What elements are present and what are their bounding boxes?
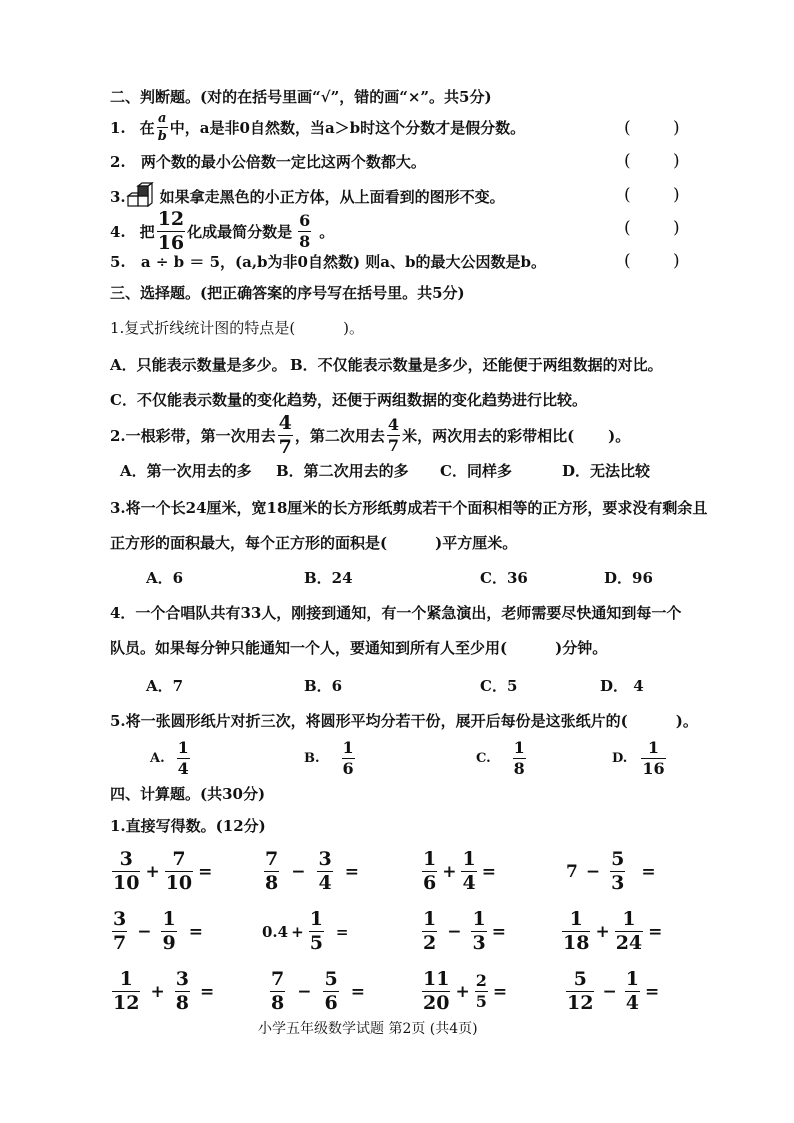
q-text: 化成最简分数是 [187,222,293,241]
q-text: 中，a是非0自然数，当a＞b时这个分数才是假分数。 [169,118,526,137]
judge-q2 [110,152,426,172]
calc-r2c1: $\frac{3}{7}$ − $\frac{1}{9}$ = [113,908,203,954]
choice-q5-stem: 5.将一张圆形纸片对折三次，将圆形平均分若干份，展开后每份是这张纸片的( )。 [110,712,698,730]
section-3-title: 三、选择题。(把正确答案的序号写在括号里。共5分) [110,284,465,302]
section-2-title: 二、判断题。(对的在括号里画“√”，错的画“×”。共5分) [110,88,492,106]
calc-r3c1: $\frac{1}{12}$ + $\frac{3}{8}$ = [113,968,215,1014]
answer-paren-open[interactable]: ( [624,218,631,238]
fraction-a-over-b: $\frac{a}{b}$ [157,111,167,144]
q-text: 如果拿走黑色的小正方体，从上面看到的图形不变。 [159,188,505,206]
cube-stack-icon [126,182,158,212]
choice-q4-line1: 4．一个合唱队共有33人，刚接到通知，有一个紧急演出，老师需要尽快通知到每一个 [110,604,682,622]
section-4-title: 四、计算题。(共30分) [110,785,266,803]
q-text: 两个数的最小公倍数一定比这两个数都大。 [140,153,426,171]
calc-r3c4: $\frac{5}{12}$ − $\frac{1}{4}$ = [567,968,660,1014]
q-text: 。 [319,222,335,241]
choice-q3-line1: 3.将一个长24厘米，宽18厘米的长方形纸剪成若干个面积相等的正方形，要求没有剩余且 [110,499,708,517]
answer-paren-close[interactable]: ) [673,218,680,238]
choice-q4-line2: 队员。如果每分钟只能通知一个人，要通知到所有人至少用( )分钟。 [110,639,608,657]
fraction: $\frac{4}{7}$ [278,412,292,458]
calc-r2c2: 0.4 + $\frac{1}{5}$ = [262,908,349,954]
q-text: 把 [139,222,155,241]
judge-q1 [110,112,525,143]
choice-q4-option-c: C．5 [480,677,518,695]
judge-q5 [110,252,546,272]
q-number: 3. [110,188,126,206]
answer-paren-close[interactable]: ) [673,185,680,205]
choice-q4-option-d: D． 4 [600,677,644,695]
answer-paren-close[interactable]: ) [673,151,680,171]
calc-r1c2: $\frac{7}{8}$ − $\frac{3}{4}$ = [265,848,359,894]
choice-q5-option-b: B. $\frac{1}{6}$ [304,738,354,778]
choice-q5-option-d: D. $\frac{1}{16}$ [612,738,665,778]
choice-q3-option-b: B．24 [304,569,353,587]
answer-paren-open[interactable]: ( [624,151,631,171]
choice-q5-option-c: C. $\frac{1}{8}$ [476,738,525,778]
fraction: $\frac{4}{7}$ [387,415,400,455]
choice-q3-line2: 正方形的面积最大，每个正方形的面积是( )平方厘米。 [110,534,518,552]
choice-q4-option-a: A．7 [146,677,184,695]
choice-q3-option-c: C．36 [480,569,528,587]
calc-r1c1: $\frac{3}{10}$ + $\frac{7}{10}$ = [113,848,213,894]
page-footer: 小学五年级数学试题 第2页 (共4页) [258,1021,478,1037]
choice-q2-option-a: A．第一次用去的多 [120,462,252,480]
choice-q2-option-b: B．第二次用去的多 [276,462,409,480]
choice-q3-option-a: A．6 [146,569,184,587]
q-number: 1. [110,118,126,137]
q-text: a ÷ b ＝ 5，(a,b为非0自然数) 则a、b的最大公因数是b。 [140,253,546,271]
choice-q3-option-d: D．96 [604,569,653,587]
fraction: $\frac{6}{8}$ [299,211,311,251]
choice-q2-option-d: D．无法比较 [562,462,651,480]
choice-q1-option-a: A．只能表示数量是多少。 [110,356,287,374]
calc-r1c4: 7 − $\frac{5}{3}$ = [566,848,656,894]
q-number: 5. [110,253,126,271]
answer-paren-open[interactable]: ( [624,118,631,138]
judge-q4 [110,210,334,253]
answer-paren-close[interactable]: ) [673,251,680,271]
choice-q5-option-a: A. $\frac{1}{4}$ [150,738,189,778]
choice-q1-option-b: B．不仅能表示数量是多少，还能便于两组数据的对比。 [290,356,663,374]
choice-q2-stem: 2.一根彩带，第一次用去 $\frac{4}{7}$ ，第二次用去 $\frac{4}{7}$ 米，两次用去的彩带相比( )。 [110,412,631,458]
answer-paren-close[interactable]: ) [673,118,680,138]
calc-r2c3: $\frac{1}{2}$ − $\frac{1}{3}$ = [423,908,506,954]
answer-paren-open[interactable]: ( [624,251,631,271]
q-text: 在 [139,118,155,137]
q-number: 2. [110,153,126,171]
fraction: $\frac{12}{16}$ [157,208,185,254]
calc-r3c3: $\frac{11}{20}$ + $\frac{2}{5}$ = [423,968,508,1014]
calc-r2c4: $\frac{1}{18}$ + $\frac{1}{24}$ = [563,908,663,954]
calc-r1c3: $\frac{1}{6}$ + $\frac{1}{4}$ = [423,848,496,894]
section-4-sub1: 1.直接写得数。(12分) [110,817,266,835]
q-number: 4. [110,222,126,241]
choice-q2-option-c: C．同样多 [440,462,512,480]
answer-paren-open[interactable]: ( [624,185,631,205]
choice-q4-option-b: B．6 [304,677,343,695]
choice-q1-option-c: C．不仅能表示数量的变化趋势，还便于两组数据的变化趋势进行比较。 [110,391,587,409]
choice-q1-stem: 1.复式折线统计图的特点是( )。 [110,319,365,337]
calc-r3c2: $\frac{7}{8}$ − $\frac{5}{6}$ = [271,968,365,1014]
